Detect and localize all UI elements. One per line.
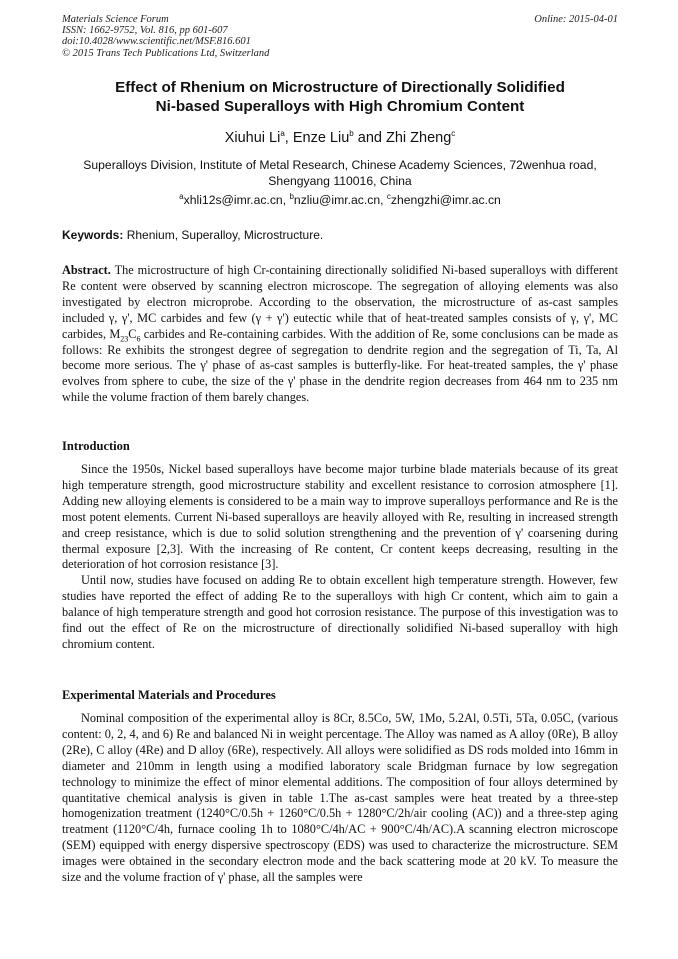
abstract-sub-1: 23 [120,334,129,344]
abstract-label: Abstract. [62,263,111,277]
keywords-label: Keywords: [62,228,124,242]
introduction-heading: Introduction [62,439,130,453]
journal-name: Materials Science Forum [62,14,169,25]
abstract-text-1: The microstructure of high Cr-containing directionally solidified Ni-based superalloys with different Re content were observed by scanning electron microscope. The segregation of alloying elements was also investigated by electron microprobe. According to the observation, the microstructure of as-cast samples included γ, γ', MC carbides and few (γ + γ') eutectic while that of heat-treated samples consists of γ, γ', MC carbides, M [62,263,618,341]
abstract [62,263,618,406]
paper-title [62,78,618,116]
author-emails [62,193,618,207]
doi: doi:10.4028/www.scientific.net/MSF.816.601 [62,36,251,48]
author-list [62,130,618,146]
abstract-text-2: carbides and Re-containing carbides. With the addition of Re, some conclusions can be made as follows: Re exhibits the strongest degree of segregation to dendrite region and the segregation of Ti, Ta, Al become more serious. The γ' phase of as-cast samples is butterfly-like. For heat-treated samples, the γ' phase evolves from sphere to cube, the size of the γ' phase in the dendrite region decreases from 464 nm to 235 nm while the volume fraction of them barely changes. [62,326,618,405]
author-1-sup: a [280,129,285,139]
issn: ISSN: 1662-9752, Vol. 816, pp 601-607 [62,25,228,37]
online-date: Online: 2015-04-01 [534,14,618,25]
author-2: , Enze Liu [284,130,350,146]
author-3-sup: c [451,129,456,139]
keywords-text: Rhenium, Superalloy, Microstructure. [123,228,324,242]
introduction-paragraph-1: Since the 1950s, Nickel based superalloys have become major turbine blade materials because of its great high temperature strength, good microstructure stability and excellent resistance to corrosion atmosphere [1]. Adding new alloying elements is considered to be a main way to improve superalloys performance and Re is the most potent elements. Current Ni-based superalloys are heavily alloyed with Re, resulting in increased strength and creep resistance, which is due to solid solution strengthening and the prevention of γ' coarsening during thermal exposure [2,3]. With the increasing of Re content, Cr content keeps decreasing, resulting in the deterioration of hot corrosion resistance [3]. [62,462,618,572]
affiliation-line-2: Shengyang 110016, China [268,174,412,188]
email-b-sup: b [289,191,294,201]
author-2-sup: b [349,129,354,139]
email-b[interactable]: nzliu@imr.ac.cn, [293,193,387,207]
keywords [62,228,618,242]
introduction-body [62,462,618,653]
affiliation [62,157,618,189]
experimental-body [62,711,618,886]
title-line-2: Ni-based Superalloys with High Chromium Content [155,98,525,115]
abstract-sub-2: 6 [136,334,141,344]
copyright: © 2015 Trans Tech Publications Ltd, Switzerland [62,47,270,59]
experimental-heading: Experimental Materials and Procedures [62,688,276,702]
title-line-1: Effect of Rhenium on Microstructure of Directionally Solidified [115,79,565,96]
affiliation-line-1: Superalloys Division, Institute of Metal Research, Chinese Academy Sciences, 72wenhua road, [83,158,597,172]
email-c[interactable]: zhengzhi@imr.ac.cn [390,193,501,207]
journal-header [62,14,618,59]
email-a[interactable]: xhli12s@imr.ac.cn, [183,193,290,207]
experimental-paragraph-1: Nominal composition of the experimental alloy is 8Cr, 8.5Co, 5W, 1Mo, 5.2Al, 0.5Ti, 5Ta, 0.05C, (various content: 0, 2, 4, and 6) Re and balanced Ni in weight percentage. The Alloy was named as A alloy (0Re), B alloy (2Re), C alloy (4Re) and D alloy (6Re), respectively. All alloys were solidified as DS rods molded into 16mm in diameter and 210mm in length using a modified laboratory scale Bridgman furnace by low segregation technology to minimize the effect of minor elemental additions. The composition of four alloys determined by quantitative chemical analysis is given in table 1.The as-cast samples were heat treated by a three-step homogenization treatment (1240°C/0.5h + 1260°C/0.5h + 1280°C/2h/air cooling (AC)) and a three-step aging treatment (1120°C/4h, furnace cooling 1h to 1080°C/4h/AC + 900°C/4h/AC).A scanning electron microscope (SEM) equipped with energy dispersive spectroscopy (EDS) was used to characterize the microstructure. SEM images were obtained in the secondary electron mode and the back scattering mode at 20 kV. To measure the size and the volume fraction of γ' phase, all the samples were [62,711,618,885]
email-c-sup: c [386,191,391,201]
author-3: and Zhi Zheng [353,130,452,146]
abstract-text-mid: C [128,326,137,341]
introduction-paragraph-2: Until now, studies have focused on adding Re to obtain excellent high temperature strength. However, few studies have reported the effect of adding Re to the superalloys with high Cr content, which aim to gain a balance of high temperature strength and good hot corrosion resistance. The purpose of this investigation was to find out the effect of Re on the microstructure of directionally solidified Ni-based superalloy with high chromium content. [62,573,618,651]
author-1: Xiuhui Li [224,130,281,146]
email-a-sup: a [179,191,184,201]
